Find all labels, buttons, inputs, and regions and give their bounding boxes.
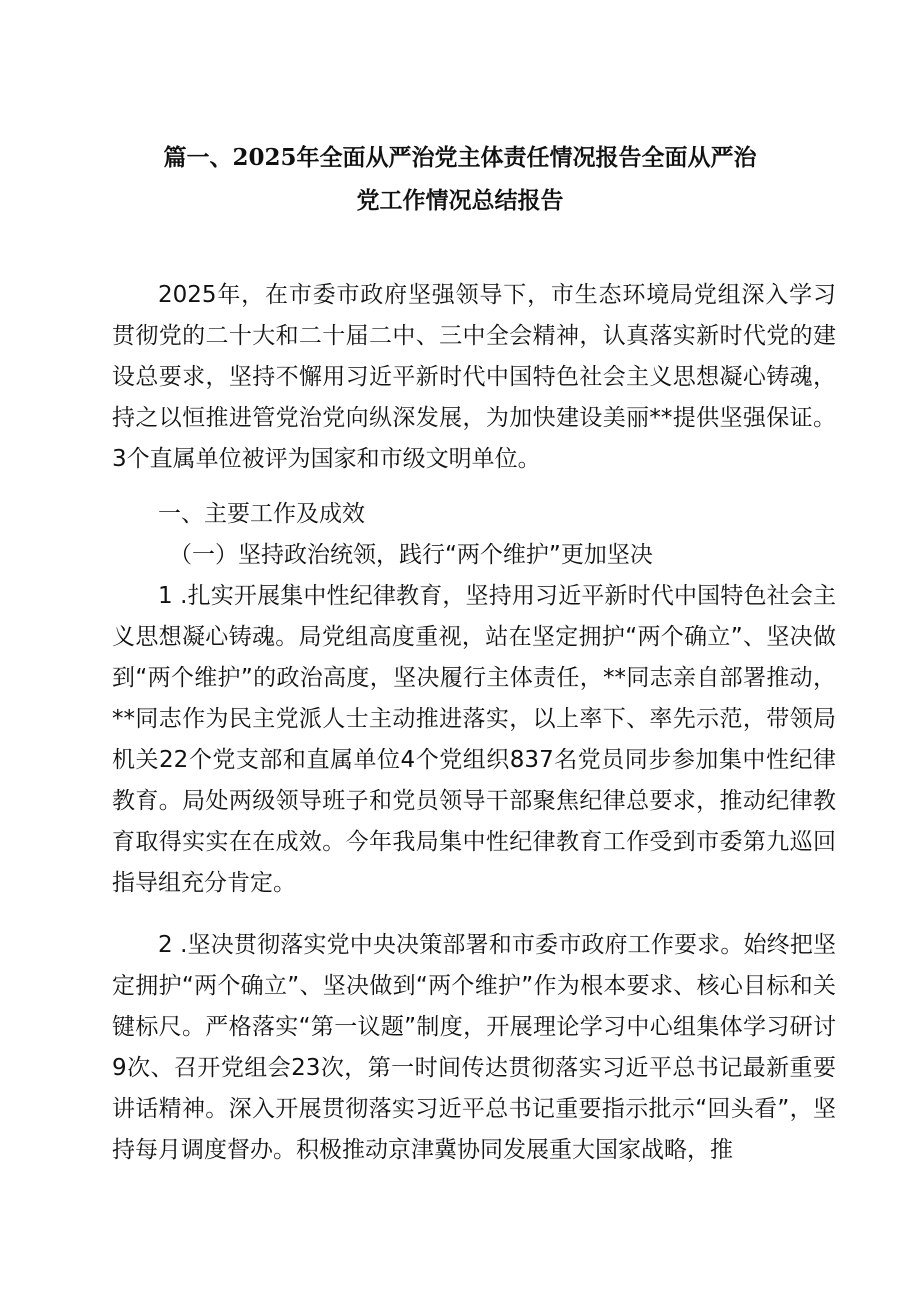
- intro-paragraph: 2025年，在市委市政府坚强领导下，市生态环境局党组深入学习贯彻党的二十大和二十届二中、三中全会精神，认真落实新时代党的建设总要求，坚持不懈用习近平新时代中国特色社会主义思想凝心铸魂，持之以恒推进管党治党向纵深发展，为加快建设美丽**提供坚强保证。3个直属单位被评为国家和市级文明单位。: [112, 282, 836, 472]
- subsection-heading: （一）坚持政治统领，践行“两个维护”更加坚决: [169, 542, 653, 568]
- item-2-paragraph: 2 .坚决贯彻落实党中央决策部署和市委市政府工作要求。始终把坚定拥护“两个确立”、坚决做到“两个维护”作为根本要求、核心目标和关键标尺。严格落实“第一议题”制度，开展理论学习中心组集体学习研讨9次、召开党组会23次，第一时间传达贯彻落实习近平总书记最新重要讲话精神。深入开展贯彻落实习近平总书记重要指示批示“回头看”，坚持每月调度督办。积极推动京津冀协同发展重大国家战略，推: [112, 932, 836, 1163]
- document-title-line-2: 党工作情况总结报告: [356, 187, 564, 214]
- document-title-line-1: 篇一、2025年全面从严治党主体责任情况报告全面从严治: [163, 144, 757, 171]
- section-heading: 一、主要工作及成效: [158, 501, 365, 527]
- item-1-paragraph: 1 .扎实开展集中性纪律教育，坚持用习近平新时代中国特色社会主义思想凝心铸魂。局党组高度重视，站在坚定拥护“两个确立”、坚决做到“两个维护”的政治高度，坚决履行主体责任，**同志亲自部署推动，**同志作为民主党派人士主动推进落实，以上率下、率先示范，带领局机关22个党支部和直属单位4个党组织837名党员同步参加集中性纪律教育。局处两级领导班子和党员领导干部聚焦纪律总要求，推动纪律教育取得实实在在成效。今年我局集中性纪律教育工作受到市委第九巡回指导组充分肯定。: [112, 583, 836, 896]
